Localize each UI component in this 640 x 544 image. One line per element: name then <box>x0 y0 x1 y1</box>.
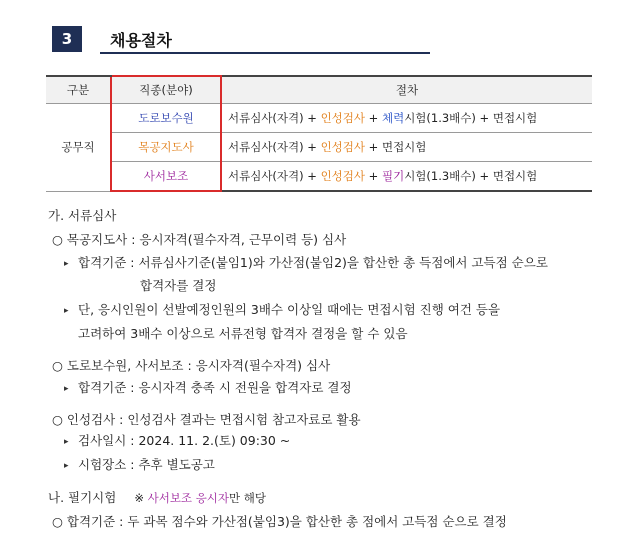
section-b-item1: ○ 합격기준 : 두 과목 점수와 가산점(붙임3)을 합산한 총 점에서 고득점 순으로 결정 <box>52 514 507 529</box>
job-cell: 도로보수원 <box>111 104 221 133</box>
step-text: 서류심사(자격) + <box>228 169 321 183</box>
item1-bullet2-line1: 단, 응시인원이 선발예정인원의 3배수 이상일 때에는 면접시험 진행 여건 등을 <box>78 302 501 317</box>
section-header <box>52 22 430 56</box>
header-procedure: 절차 <box>221 76 592 104</box>
section-a-title: 가. 서류심사 <box>48 208 117 223</box>
step-text: 서류심사(자격) + <box>228 140 321 154</box>
step-text: 인성검사 <box>320 169 366 183</box>
step-text: 서류심사(자격) + <box>228 111 321 125</box>
section-a-item1: ○ 목공지도사 : 응시자격(필수자격, 근무이력 등) 심사 <box>52 232 347 247</box>
step-text: + <box>365 111 382 125</box>
header-category: 구분 <box>46 76 111 104</box>
job-cell: 목공지도사 <box>111 133 221 162</box>
bullet-icon: ▸ <box>64 437 69 447</box>
step-text: 체력 <box>381 111 405 125</box>
note-suffix: 만 해당 <box>229 491 267 505</box>
section-number: 3 <box>52 26 82 52</box>
step-text: 인성검사 <box>320 140 366 154</box>
step-text: 시험(1.3배수) + 면접시험 <box>404 111 538 125</box>
table-row <box>46 162 592 192</box>
section-a-item3: ○ 인성검사 : 인성검사 결과는 면접시험 참고자료로 활용 <box>52 412 361 427</box>
step-text: 필기 <box>381 169 405 183</box>
category-cell: 공무직 <box>46 104 111 192</box>
header-underline <box>100 52 430 54</box>
step-text: + <box>365 169 382 183</box>
procedure-table <box>46 75 592 192</box>
note-mark: ※ <box>134 491 148 505</box>
header-job: 직종(분야) <box>111 76 221 104</box>
bullet-icon: ▸ <box>64 306 69 316</box>
table-row <box>46 104 592 133</box>
item2-bullet1: 합격기준 : 응시자격 충족 시 전원을 합격자로 결정 <box>78 380 352 395</box>
step-text: 인성검사 <box>320 111 366 125</box>
section-b-title-line <box>48 490 266 506</box>
section-title: 채용절차 <box>110 31 172 50</box>
item1-bullet2-line2: 고려하여 3배수 이상으로 서류전형 합격자 결정을 할 수 있음 <box>78 326 408 341</box>
table-row <box>46 133 592 162</box>
item3-bullet1: 검사일시 : 2024. 11. 2.(토) 09:30 ~ <box>78 433 291 448</box>
step-text: 시험(1.3배수) + 면접시험 <box>404 169 538 183</box>
section-b-note <box>134 491 266 505</box>
steps-cell <box>221 162 592 192</box>
item1-bullet1-line1: 합격기준 : 서류심사기준(붙임1)와 가산점(붙임2)을 합산한 총 득점에서 고득점 순으로 <box>78 255 548 270</box>
job-cell: 사서보조 <box>111 162 221 192</box>
steps-cell <box>221 104 592 133</box>
note-highlight: 사서보조 응시자 <box>147 491 230 505</box>
section-b-title: 나. 필기시험 <box>48 490 117 505</box>
bullet-icon: ▸ <box>64 384 69 394</box>
step-text: + 면접시험 <box>365 140 427 154</box>
bullet-icon: ▸ <box>64 461 69 471</box>
item1-bullet1-line2: 합격자를 결정 <box>140 278 217 293</box>
section-a-item2: ○ 도로보수원, 사서보조 : 응시자격(필수자격) 심사 <box>52 358 331 373</box>
steps-cell <box>221 133 592 162</box>
table-header-row <box>46 76 592 104</box>
bullet-icon: ▸ <box>64 259 69 269</box>
item3-bullet2: 시험장소 : 추후 별도공고 <box>78 457 215 472</box>
